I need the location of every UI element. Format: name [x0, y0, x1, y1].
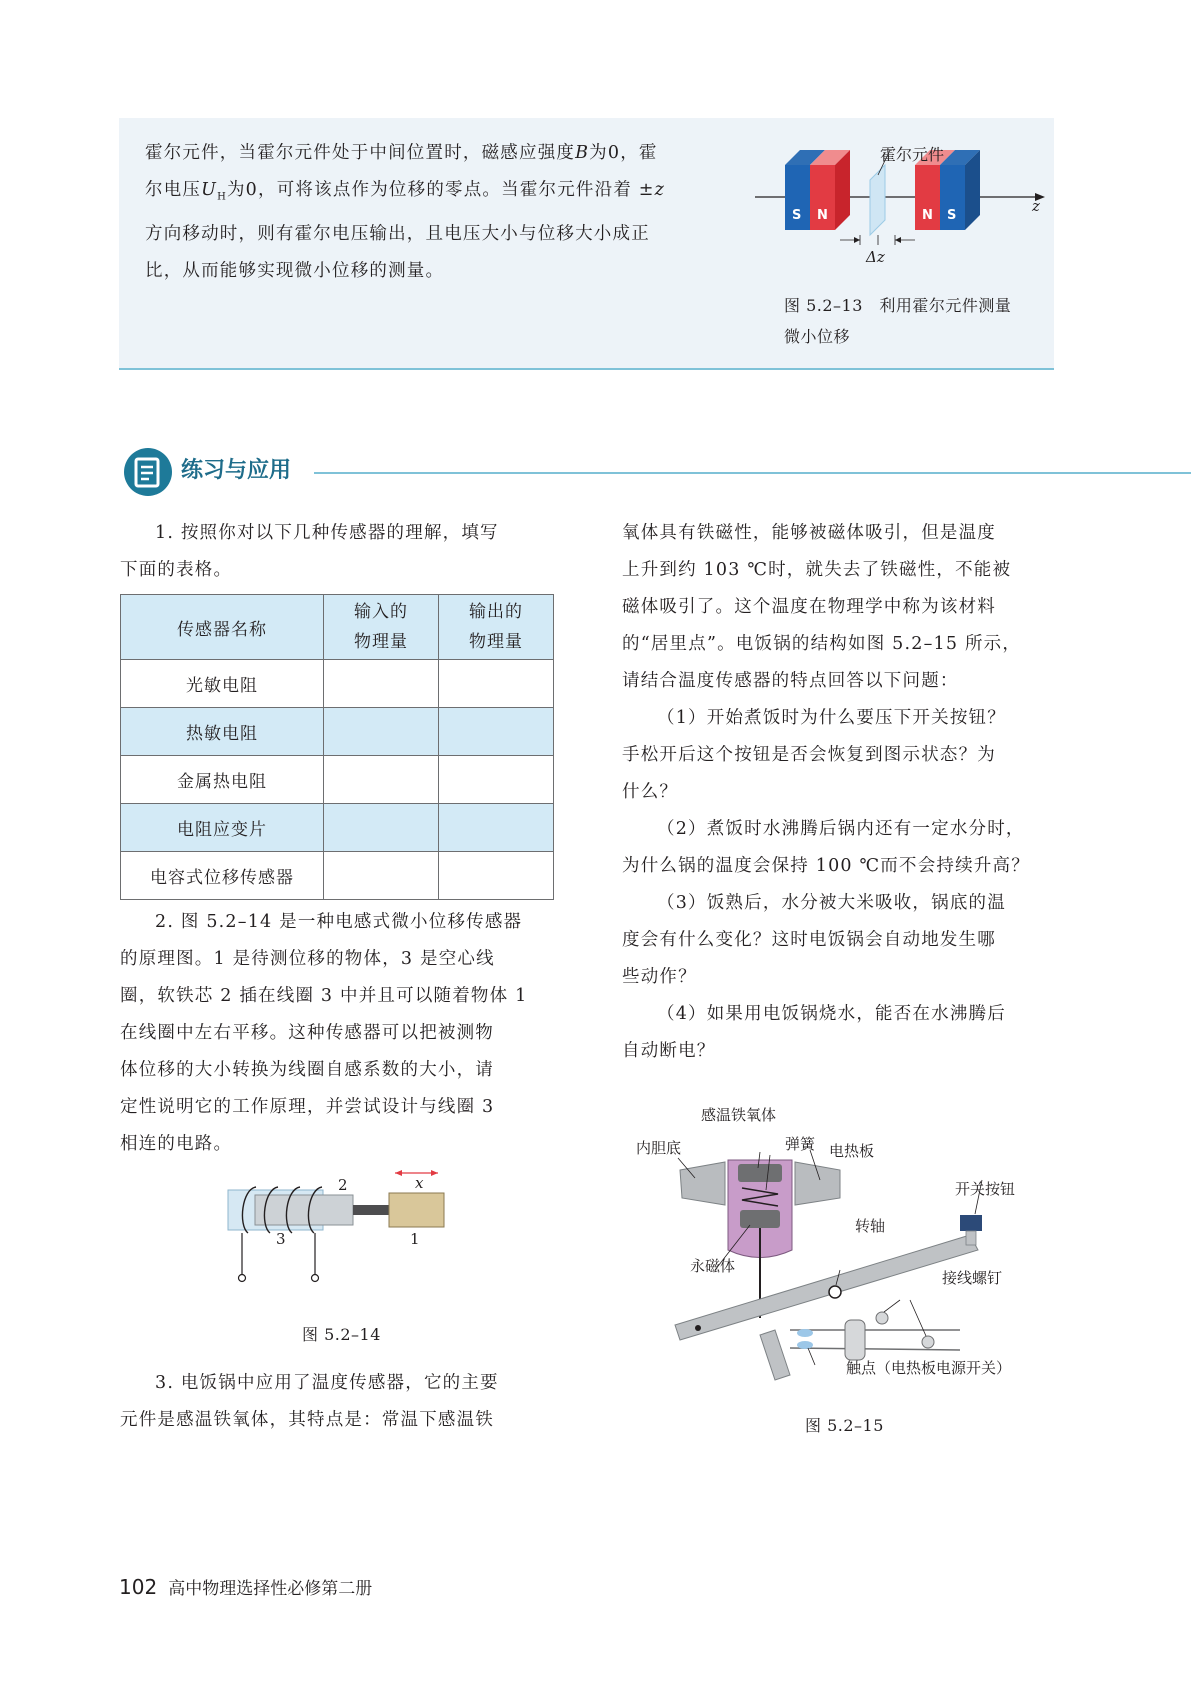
cell-input-blank	[324, 804, 439, 852]
header-output-line-1: 输出的	[469, 602, 523, 622]
book-title: 高中物理选择性必修第二册	[168, 1579, 373, 1599]
q3-right-line-4: 的“居里点”。电饭锅的结构如图 5.2–15 所示，	[622, 634, 1022, 654]
table-row	[121, 756, 554, 804]
figure-5-2-15-caption: 图 5.2–15	[805, 1416, 884, 1435]
table-row	[121, 708, 554, 756]
cell-output-blank	[439, 852, 554, 900]
terminal-left	[239, 1275, 246, 1282]
delta-z-label: Δz	[866, 248, 885, 266]
row-capacitive-sensor: 电容式位移传感器	[121, 852, 324, 900]
q3-right-line-1: 氧体具有铁磁性，能够被磁体吸引，但是温度	[622, 523, 996, 543]
var-b: B	[575, 143, 590, 163]
top-line-1-end: 为0，霍	[589, 143, 658, 163]
top-line-3: 方向移动时，则有霍尔电压输出，且电压大小与位移大小成正	[145, 223, 650, 244]
label-permanent-magnet: 永磁体	[690, 1257, 736, 1275]
table-row	[121, 660, 554, 708]
q3-right-line-5: 请结合温度传感器的特点回答以下问题：	[622, 671, 959, 691]
lever-end-dot	[695, 1325, 701, 1331]
connecting-rod	[353, 1205, 389, 1215]
table-row	[121, 804, 554, 852]
fig14-label-1: 1	[410, 1230, 420, 1248]
row-strain-gauge: 电阻应变片	[121, 804, 324, 852]
label-switch-button: 开关按钮	[955, 1180, 1016, 1198]
q2-line-4: 在线圈中左右平移。这种传感器可以把被测物	[120, 1023, 494, 1043]
q3-sub1-line-2: 手松开后这个按钮是否会恢复到图示状态？为	[622, 745, 996, 765]
cell-output-blank	[439, 660, 554, 708]
fig14-label-x: x	[415, 1174, 424, 1192]
header-input-line-1: 输入的	[354, 602, 408, 622]
q3-sub1-line-3: 什么？	[622, 782, 679, 802]
permanent-magnet	[740, 1210, 780, 1228]
caption-13-line-1: 图 5.2–13 利用霍尔元件测量	[784, 296, 1012, 315]
contact-point-bottom	[797, 1341, 813, 1349]
var-z: z	[654, 180, 666, 200]
q2-line-7: 相连的电路。	[120, 1134, 233, 1154]
top-aside-rule	[119, 368, 1054, 370]
terminal-right	[312, 1275, 319, 1282]
section-rule	[314, 472, 1191, 474]
label-ferrite: 感温铁氧体	[701, 1106, 777, 1124]
q3-left-line-1: 3. 电饭锅中应用了温度传感器，它的主要	[155, 1373, 499, 1393]
q2-line-1: 2. 图 5.2–14 是一种电感式微小位移传感器	[155, 912, 523, 932]
header-input-line-2: 物理量	[354, 632, 408, 652]
page-number: 102	[119, 1575, 158, 1599]
q2-line-2: 的原理图。1 是待测位移的物体，3 是空心线	[120, 949, 495, 969]
fig14-label-3: 3	[276, 1230, 286, 1248]
cell-output-blank	[439, 804, 554, 852]
z-axis-label	[1032, 197, 1040, 215]
q3-sub2-line-1: （2）煮饭时水沸腾后锅内还有一定水分时，	[657, 819, 1025, 839]
q3-right-line-2: 上升到约 103 ℃时，就失去了铁磁性，不能被	[622, 560, 1012, 580]
label-terminal-screw: 接线螺钉	[942, 1269, 1003, 1287]
q1-line-2: 下面的表格。	[120, 560, 233, 580]
q2-line-6: 定性说明它的工作原理，并尝试设计与线圈 3	[120, 1097, 495, 1117]
contact-arm-bottom	[790, 1348, 960, 1350]
q1-paragraph	[120, 515, 560, 589]
q3-sub3-line-3: 些动作？	[622, 967, 697, 987]
terminal-screw-2	[922, 1336, 934, 1348]
section-header	[123, 447, 292, 501]
top-line-1	[145, 135, 725, 172]
cell-output-blank	[439, 708, 554, 756]
top-line-2	[145, 172, 725, 216]
header-output	[439, 595, 554, 660]
q2-line-5: 体位移的大小转换为线圈自感系数的大小，请	[120, 1060, 494, 1080]
row-thermistor: 热敏电阻	[121, 708, 324, 756]
x-arrow-left-head	[395, 1170, 402, 1176]
cell-input-blank	[324, 708, 439, 756]
hall-element-label: 霍尔元件	[880, 145, 945, 164]
top-line-2-start: 尔电压	[145, 180, 202, 200]
switch-button	[960, 1215, 982, 1231]
label-inner-bottom: 内胆底	[636, 1139, 682, 1157]
magnet-right-n: N	[922, 208, 933, 223]
cell-input-blank	[324, 852, 439, 900]
switch-button-stem	[966, 1231, 976, 1245]
q3-left-paragraph	[120, 1365, 560, 1439]
q3-sub4-line-1: （4）如果用电饭锅烧水，能否在水沸腾后	[657, 1004, 1006, 1024]
cell-input-blank	[324, 660, 439, 708]
var-u-sub: H	[217, 191, 227, 203]
top-line-1-text: 霍尔元件，当霍尔元件处于中间位置时，磁感应强度	[145, 143, 576, 163]
top-paragraph	[145, 135, 725, 290]
q1-line-1: 1. 按照你对以下几种传感器的理解，填写	[155, 523, 499, 543]
exercise-icon	[123, 447, 173, 497]
contact-point-top	[797, 1329, 813, 1337]
z-axis-label-text: z	[1032, 197, 1040, 215]
table-header-row	[121, 595, 554, 660]
row-metal-thermal-resistor: 金属热电阻	[121, 756, 324, 804]
ferrite-block	[738, 1164, 782, 1182]
q3-sub4-line-2: 自动断电？	[622, 1041, 716, 1061]
header-output-line-2: 物理量	[469, 632, 523, 652]
hall-plate	[870, 165, 885, 235]
magnet-right-s: S	[947, 208, 957, 223]
q2-line-3: 圈，软铁芯 2 插在线圈 3 中并且可以随着物体 1	[120, 986, 528, 1006]
object-1	[389, 1193, 444, 1227]
section-title: 练习与应用	[181, 458, 292, 483]
caption-13-line-2: 微小位移	[784, 327, 851, 346]
figure-5-2-13-caption	[784, 290, 1011, 352]
top-line-4: 比，从而能够实现微小位移的测量。	[145, 260, 445, 281]
label-contact: 触点（电热板电源开关）	[846, 1359, 1012, 1377]
q3-left-line-2: 元件是感温铁氧体，其特点是：常温下感温铁	[120, 1410, 494, 1430]
q3-sub3-line-2: 度会有什么变化？这时电饭锅会自动地发生哪	[622, 930, 996, 950]
figure-5-2-14-caption: 图 5.2–14	[302, 1325, 381, 1344]
heating-plate-right	[795, 1162, 840, 1205]
table-row	[121, 852, 554, 900]
q3-right-paragraph	[622, 515, 1062, 1070]
q3-sub2-line-2: 为什么锅的温度会保持 100 ℃而不会持续升高？	[622, 856, 1030, 876]
fig14-label-2: 2	[338, 1176, 348, 1194]
terminal-screw-1	[876, 1312, 888, 1324]
magnet-left-s: S	[792, 208, 802, 223]
header-input	[324, 595, 439, 660]
row-photoresistor: 光敏电阻	[121, 660, 324, 708]
q2-paragraph	[120, 904, 560, 1163]
page-footer	[119, 1574, 372, 1599]
label-heating-plate: 电热板	[829, 1142, 875, 1160]
sensor-table	[120, 594, 554, 900]
header-sensor-name: 传感器名称	[121, 595, 324, 660]
top-line-2-end: 为0，可将该点作为位移的零点。当霍尔元件沿着 ±	[226, 180, 655, 200]
lever-arm	[675, 1235, 978, 1340]
pivot-axis	[829, 1286, 841, 1298]
var-u: U	[201, 180, 218, 200]
q3-right-line-3: 磁体吸引了。这个温度在物理学中称为该材料	[622, 597, 996, 617]
x-arrow-right-head	[431, 1170, 438, 1176]
label-spring: 弹簧	[785, 1135, 816, 1153]
magnet-left-n: N	[817, 208, 828, 223]
cell-output-blank	[439, 756, 554, 804]
q3-sub3-line-1: （3）饭熟后，水分被大米吸收，锅底的温	[657, 893, 1006, 913]
label-pivot: 转轴	[855, 1217, 886, 1235]
contact-holder	[845, 1320, 865, 1360]
q3-sub1-line-1: （1）开始煮饭时为什么要压下开关按钮？	[657, 708, 1006, 728]
cell-input-blank	[324, 756, 439, 804]
soft-iron-core	[255, 1195, 353, 1225]
lever-support	[760, 1330, 790, 1380]
